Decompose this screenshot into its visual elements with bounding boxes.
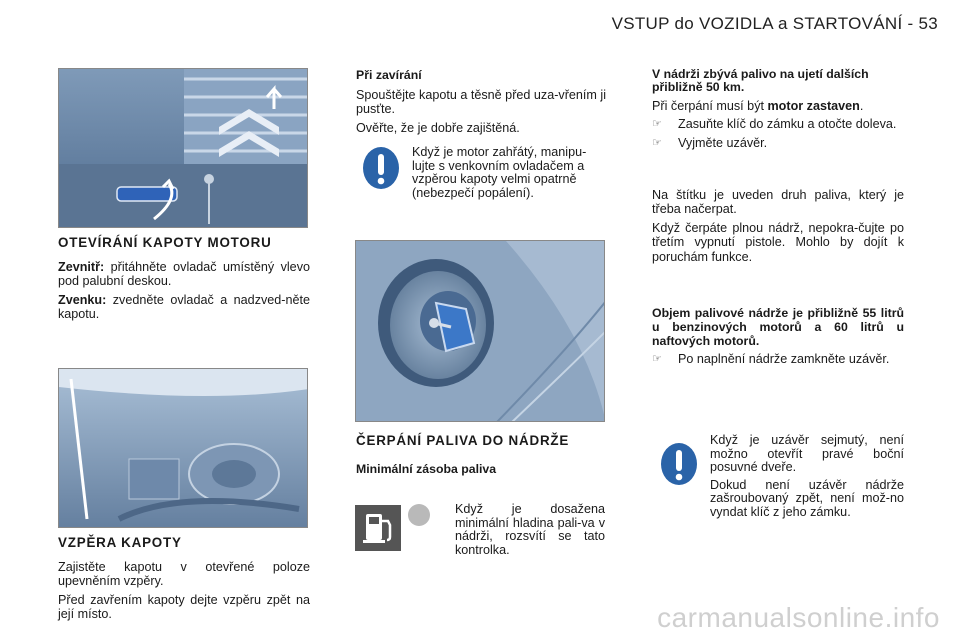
exclamation-icon [660, 442, 698, 486]
exclamation-icon [362, 146, 400, 190]
fuel-cap-photo [355, 240, 605, 422]
outside-label: Zvenku: [58, 292, 107, 307]
refuel-bold: motor zastaven [767, 98, 860, 113]
hot-engine-warning [362, 146, 606, 200]
refuel-pre: Při čerpání musí být [652, 98, 768, 113]
prop-paragraph-1: Zajistěte kapotu v otevřené poloze upevněním vzpěry. [58, 560, 310, 589]
column-right-middle [652, 188, 904, 268]
closing-paragraph-2: Ověřte, že je dobře zajištěná. [356, 120, 520, 135]
sliding-door-p2: Dokud není uzávěr nádrže zašroubovaný zpět, není mož-no vyndat klíč z jeho zámku. [710, 477, 904, 519]
prop-paragraph-2: Před zavřením kapoty dejte vzpěru zpět na její místo. [58, 592, 310, 622]
inside-text: přitáhněte ovladač umístěný vlevo pod palubní deskou. [58, 260, 310, 289]
closing-paragraph-1: Spouštějte kapotu a těsně před uza-vřením ji pusťte. [356, 88, 606, 117]
bonnet-release-photo [58, 68, 308, 228]
column-right-capacity [652, 306, 904, 370]
min-fuel-block [355, 503, 607, 555]
bonnet-prop-photo [58, 368, 308, 528]
pointing-hand-icon: ☞ [652, 118, 662, 131]
min-fuel-text: Když je dosažena minimální hladina pali-va v nádrži, rozsvítí se tato kontrolka. [455, 502, 605, 557]
step-unlock [652, 117, 904, 131]
warning-lamp-icon [407, 503, 431, 527]
outside-text: zvedněte ovladač a nadzved-něte kapotu. [58, 292, 310, 322]
step-lock-cap [652, 352, 904, 366]
column-left-lower [58, 536, 310, 626]
outside-instruction [58, 293, 310, 322]
bonnet-release-illustration [59, 69, 308, 228]
sliding-door-warning [660, 434, 904, 520]
fuel-label-text: Na štítku je uveden druh paliva, který je třeba načerpat. [652, 188, 904, 217]
section-title-bonnet-prop: VZPĚRA KAPOTY [58, 535, 182, 550]
column-right-upper [652, 68, 904, 154]
inside-instruction [58, 260, 310, 289]
refuel-post: . [859, 98, 864, 113]
column-left-upper [58, 236, 310, 326]
section-title-refueling: ČERPÁNÍ PALIVA DO NÁDRŽE [356, 433, 570, 448]
step-remove-cap [652, 136, 904, 150]
min-fuel-title: Minimální zásoba paliva [356, 462, 497, 476]
step-lock-cap-text: Po naplnění nádrže zamkněte uzávěr. [678, 352, 890, 366]
pointing-hand-icon: ☞ [652, 353, 662, 365]
inside-label: Zevnitř: [58, 260, 105, 274]
step-remove-cap-text: Vyjměte uzávěr. [678, 135, 768, 150]
step-unlock-text: Zasuňte klíč do zámku a otočte doleva. [678, 117, 897, 132]
column-middle-lower [356, 434, 606, 482]
closing-title: Při zavírání [356, 68, 422, 82]
column-middle-upper [356, 68, 606, 139]
bonnet-prop-illustration [59, 369, 308, 528]
sliding-door-warning-text [710, 434, 904, 520]
sliding-door-p1: Když je uzávěr sejmutý, není možno otevřít pravé boční posuvné dveře. [710, 433, 904, 475]
refuel-instruction [652, 99, 904, 113]
hot-engine-warning-text: Když je motor zahřátý, manipu-lujte s venkovním ovladačem a vzpěrou kapoty velmi opatrně (nebezpečí popálení). [412, 145, 587, 200]
page-header: VSTUP do VOZIDLA a STARTOVÁNÍ - 53 [611, 14, 938, 33]
pointing-hand-icon: ☞ [652, 136, 662, 149]
fuel-cap-illustration [356, 241, 605, 422]
fuel-pump-icon [355, 505, 401, 551]
remaining-range-text: V nádrži zbývá palivo na ujetí dalších přibližně 50 km. [652, 67, 869, 95]
section-title-bonnet-opening: OTEVÍRÁNÍ KAPOTY MOTORU [58, 235, 272, 250]
full-tank-text: Když čerpáte plnou nádrž, nepokra-čujte po třetím vypnutí pistole. Mohlo by dojít k poruchám funkce. [652, 220, 904, 264]
tank-capacity-text: Objem palivové nádrže je přibližně 55 litrů u benzinových motorů a 60 litrů u naftových motorů. [652, 306, 904, 348]
watermark: carmanualsonline.info [657, 602, 940, 633]
